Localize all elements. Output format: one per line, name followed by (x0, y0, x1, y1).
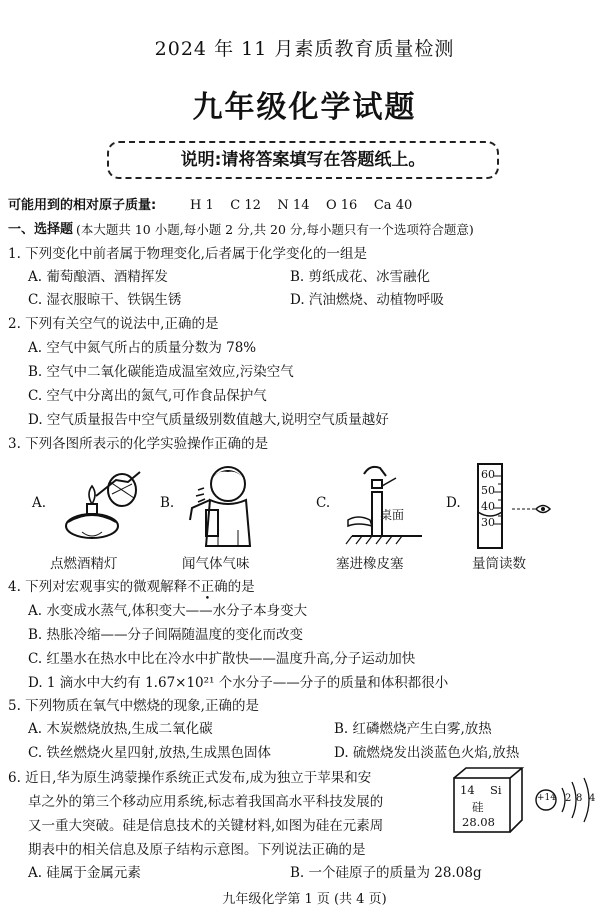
q6-option-b: B. 一个硅原子的质量为 28.08g (290, 865, 482, 881)
q2-option-a: A. 空气中氮气所占的质量分数为 78% (28, 340, 257, 356)
notice-box: 说明:请将答案填写在答题纸上。 (107, 141, 499, 179)
page-footer: 九年级化学第 1 页 (共 4 页) (222, 892, 387, 907)
q3-option-d-caption: 量筒读数 (472, 556, 526, 572)
q3-option-c-caption: 塞进橡皮塞 (336, 556, 404, 572)
cylinder-tick-60: 60 (481, 468, 495, 481)
q2-option-d: D. 空气质量报告中空气质量级别数值越大,说明空气质量越好 (28, 412, 389, 428)
element-symbol: Si (490, 783, 502, 797)
eye-icon (512, 502, 552, 516)
q6-option-a: A. 硅属于金属元素 (28, 865, 141, 881)
atomic-mass-label: 可能用到的相对原子质量: (8, 198, 157, 213)
cylinder-tick-40: 40 (481, 500, 495, 513)
q4-option-a: A. 水变成水蒸气,体积变大——水分子本身变大 (28, 603, 308, 619)
q3-stem: 3. 下列各图所表示的化学实验操作正确的是 (8, 436, 269, 452)
smell-gas-figure (184, 460, 268, 550)
q1-option-c: C. 湿衣服晾干、铁锅生锈 (28, 292, 182, 308)
q4-stem (8, 579, 255, 595)
q3-option-b-letter: B. (160, 495, 175, 511)
q4-stem-pre: 4. 下列对宏观事实的微观解释 (8, 579, 188, 595)
q5-stem: 5. 下列物质在氧气中燃烧的现象,正确的是 (8, 698, 259, 714)
q6-line-2: 卓之外的第三个移动应用系统,标志着我国高水平科技发展的 (28, 794, 384, 810)
q3-option-d-letter: D. (446, 495, 461, 511)
rubber-stopper-figure (338, 460, 424, 550)
element-number: 14 (460, 783, 475, 797)
q1-stem: 1. 下列变化中前者属于物理变化,后者属于化学变化的一组是 (8, 246, 367, 262)
subject-title: 九年级化学试题 (192, 90, 417, 125)
q1-option-a: A. 葡萄酿酒、酒精挥发 (28, 269, 168, 285)
q3-option-a-caption: 点燃酒精灯 (50, 556, 118, 572)
q3-option-b-caption: 闻气体气味 (182, 556, 250, 572)
q2-option-b: B. 空气中二氧化碳能造成温室效应,污染空气 (28, 364, 294, 380)
exam-title: 2024 年 11 月素质教育质量检测 (154, 38, 455, 60)
element-name: 硅 (472, 800, 484, 814)
atom-shell-2: 8 (576, 793, 583, 804)
q6-line-4: 期表中的相关信息及原子结构示意图。下列说法正确的是 (28, 842, 366, 858)
q3-option-c-letter: C. (316, 495, 331, 511)
atomic-mass-values: H 1 C 12 N 14 O 16 Ca 40 (190, 198, 413, 213)
q5-option-d: D. 硫燃烧发出淡蓝色火焰,放热 (334, 745, 520, 761)
q4-stem-emphasis: 不正确 (187, 579, 228, 595)
atom-nucleus-charge: +14 (537, 793, 556, 803)
q6-line-3: 又一重大突破。硅是信息技术的关键材料,如图为硅在元素周 (28, 818, 384, 834)
q4-option-c: C. 红墨水在热水中比在冷水中扩散快——温度升高,分子运动加快 (28, 651, 416, 667)
q4-stem-post: 的是 (227, 579, 255, 595)
section-1-desc: (本大题共 10 小题,每小题 2 分,共 20 分,每小题只有一个选项符合题意) (76, 222, 474, 237)
q4-option-d: D. 1 滴水中大约有 1.67×10²¹ 个水分子——分子的质量和体积都很小 (28, 675, 449, 691)
q4-option-b: B. 热胀冷缩——分子间隔随温度的变化而改变 (28, 627, 304, 643)
q6-line-1: 6. 近日,华为原生鸿蒙操作系统正式发布,成为独立于苹果和安 (8, 770, 372, 786)
q1-option-d: D. 汽油燃烧、动植物呼吸 (290, 292, 444, 308)
atom-shell-3: 4 (589, 793, 596, 804)
q2-option-c: C. 空气中分离出的氮气,可作食品保护气 (28, 388, 267, 404)
q3-option-a-letter: A. (32, 495, 47, 511)
q3-table-label: 桌面 (380, 508, 405, 522)
q2-stem: 2. 下列有关空气的说法中,正确的是 (8, 316, 219, 332)
q5-option-c: C. 铁丝燃烧火星四射,放热,生成黑色固体 (28, 745, 272, 761)
q5-option-b: B. 红磷燃烧产生白雾,放热 (334, 721, 492, 737)
q1-option-b: B. 剪纸成花、冰雪融化 (290, 269, 431, 285)
q5-option-a: A. 木炭燃烧放热,生成二氧化碳 (28, 721, 213, 737)
alcohol-lamp-figure (52, 460, 144, 548)
cylinder-tick-30: 30 (481, 516, 495, 529)
section-1-label: 一、选择题 (8, 222, 74, 237)
atom-shell-1: 2 (565, 793, 572, 804)
cylinder-tick-50: 50 (481, 484, 495, 497)
element-mass: 28.08 (462, 815, 495, 829)
